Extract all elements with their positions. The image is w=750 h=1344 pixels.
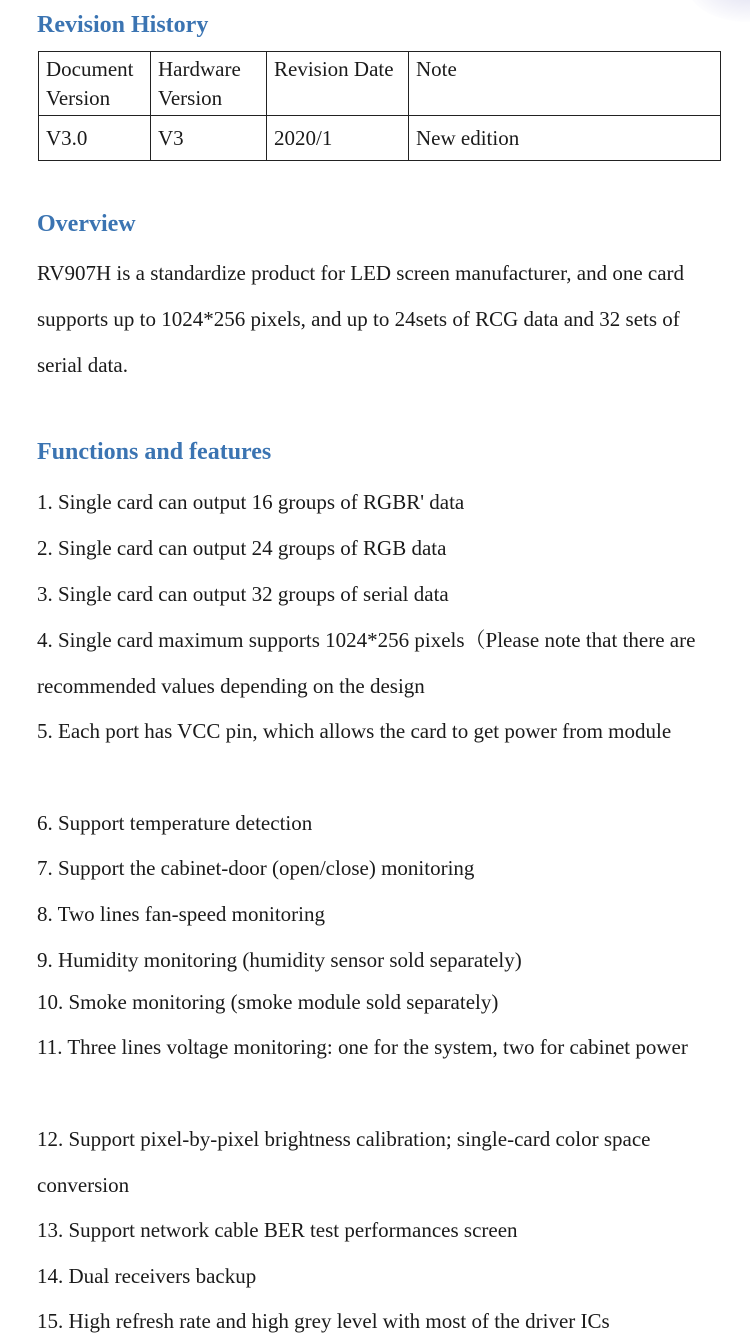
table-header-row	[39, 52, 721, 116]
table-cell: V3.0	[39, 116, 151, 161]
list-item: 11. Three lines voltage monitoring: one for the system, two for cabinet power	[37, 1035, 688, 1059]
list-item: 13. Support network cable BER test performances screen	[37, 1218, 518, 1242]
list-item: 1. Single card can output 16 groups of RGBR' data	[37, 490, 465, 514]
list-item: 15. High refresh rate and high grey level with most of the driver ICs	[37, 1309, 610, 1333]
table-cell: V3	[151, 116, 267, 161]
revision-history-table	[38, 51, 721, 161]
table-header-cell: Note	[409, 52, 721, 116]
table-row	[39, 116, 721, 161]
corner-decoration	[688, 0, 750, 22]
table-header-cell: Hardware Version	[151, 52, 267, 116]
functions-heading: Functions and features	[37, 439, 272, 465]
revision-history-heading: Revision History	[37, 12, 209, 38]
list-item: 3. Single card can output 32 groups of serial data	[37, 582, 449, 606]
list-item: 12. Support pixel-by-pixel brightness calibration; single-card color space conversion	[37, 1127, 651, 1197]
list-item: 7. Support the cabinet-door (open/close) monitoring	[37, 856, 475, 880]
list-item: 14. Dual receivers backup	[37, 1264, 257, 1288]
list-item: 10. Smoke monitoring (smoke module sold separately)	[37, 990, 499, 1014]
table-header-cell: Document Version	[39, 52, 151, 116]
list-item: 8. Two lines fan-speed monitoring	[37, 902, 326, 926]
table-cell: 2020/1	[267, 116, 409, 161]
table-cell: New edition	[409, 116, 721, 161]
table-header-cell: Revision Date	[267, 52, 409, 116]
list-item: 4. Single card maximum supports 1024*256 pixels（Please note that there are recommended values depending on the design	[37, 628, 696, 698]
overview-heading: Overview	[37, 211, 136, 237]
list-item: 2. Single card can output 24 groups of RGB data	[37, 536, 447, 560]
overview-paragraph: RV907H is a standardize product for LED screen manufacturer, and one card supports up to 1024*256 pixels, and up to 24sets of RCG data and 32 sets of serial data.	[37, 261, 685, 377]
list-item: 5. Each port has VCC pin, which allows the card to get power from module	[37, 719, 672, 743]
list-item: 9. Humidity monitoring (humidity sensor sold separately)	[37, 948, 522, 972]
list-item: 6. Support temperature detection	[37, 811, 313, 835]
